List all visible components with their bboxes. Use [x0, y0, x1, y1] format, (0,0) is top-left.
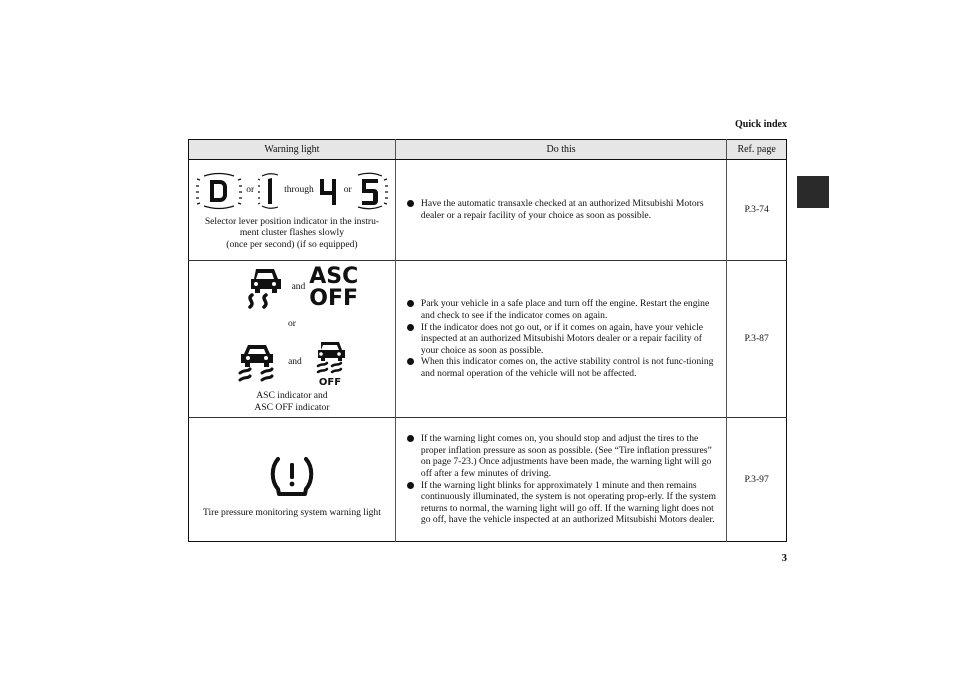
warning-light-cell — [189, 261, 396, 418]
action-list — [396, 198, 726, 221]
table-row — [189, 160, 787, 261]
caption-line: Selector lever position indicator in the instru- — [204, 215, 380, 227]
or-connector-text: or — [246, 184, 255, 195]
action-item: If the warning light blinks for approximately 1 minute and then remains continuously illuminated, the system is not operating prop-erly. If the system returns to normal, the warning light will go off. If the warning light does not go off, have the vehicle inspected at an authorized Mitsubishi Motors dealer. — [405, 480, 720, 526]
tire-pressure-warning-icon — [270, 455, 314, 497]
action-list — [396, 433, 726, 526]
page-number: 3 — [781, 552, 787, 564]
and-connector-text: and — [291, 281, 306, 292]
off-small-label: OFF — [318, 377, 341, 387]
warning-light-caption — [189, 216, 395, 251]
warning-light-caption: Tire pressure monitoring system warning light — [202, 506, 381, 518]
asc-slip-indicator-icon — [236, 343, 278, 383]
column-header-ref-page: Ref. page — [727, 140, 787, 160]
caption-line: ASC indicator and — [256, 390, 328, 402]
table-header-row — [189, 140, 787, 160]
asc-icons-group-2 — [189, 340, 395, 386]
column-header-do-this: Do this — [395, 140, 726, 160]
selector-1-flashing-icon — [258, 170, 280, 212]
table-row — [189, 261, 787, 418]
do-this-cell — [395, 261, 726, 418]
action-item: Park your vehicle in a safe place and turn off the engine. Restart the engine and check to see if the indicator comes on again. — [405, 298, 720, 321]
action-item: If the indicator does not go out, or if it comes on again, have your vehicle inspected at an authorized Mitsubishi Motors dealer or a repair facility of your choice as soon as possible. — [405, 322, 720, 357]
caption-line: (once per second) (if so equipped) — [226, 238, 358, 250]
through-connector-text: through — [284, 184, 314, 195]
action-item: When this indicator comes on, the active stability control is not func-tioning and normal operation of the vehicle will not be affected. — [405, 356, 720, 379]
asc-off-text-icon — [309, 263, 359, 311]
warning-light-cell — [189, 418, 396, 542]
section-tab-marker — [797, 176, 829, 208]
asc-label: ASC — [309, 263, 359, 289]
or-connector-text: or — [343, 184, 352, 195]
do-this-cell — [395, 418, 726, 542]
warning-light-caption — [189, 390, 395, 413]
selector-d-flashing-icon — [196, 170, 242, 212]
action-item: If the warning light comes on, you should stop and adjust the tires to the proper inflation pressure as soon as possible. (See “Tire inflation pressures” on page 7-23.) Once adjustments have been made, the warning light will go off after a few minutes of driving. — [405, 433, 720, 479]
column-header-warning-light: Warning light — [189, 140, 396, 160]
selector-indicator-icons — [189, 170, 395, 212]
selector-5-flashing-icon — [356, 170, 388, 212]
warning-light-cell — [189, 160, 396, 261]
ref-page-cell: P.3-97 — [727, 418, 787, 542]
page-header-title: Quick index — [735, 119, 787, 130]
off-label: OFF — [309, 285, 359, 311]
table-row — [189, 418, 787, 542]
asc-icons-group-1 — [207, 265, 395, 311]
quick-index-table — [188, 139, 787, 542]
selector-4-icon — [318, 170, 340, 212]
ref-page-cell: P.3-74 — [727, 160, 787, 261]
action-list — [396, 298, 726, 379]
asc-skid-car-icon — [244, 265, 288, 311]
asc-off-indicator-icon — [312, 340, 348, 386]
ref-page-cell: P.3-87 — [727, 261, 787, 418]
do-this-cell — [395, 160, 726, 261]
and-connector-text: and — [288, 357, 302, 368]
action-item: Have the automatic transaxle checked at an authorized Mitsubishi Motors dealer or a repair facility of your choice as soon as possible. — [405, 198, 720, 221]
caption-line: ment cluster flashes slowly — [239, 227, 345, 239]
caption-line: ASC OFF indicator — [254, 401, 330, 413]
or-connector-text: or — [287, 318, 296, 329]
